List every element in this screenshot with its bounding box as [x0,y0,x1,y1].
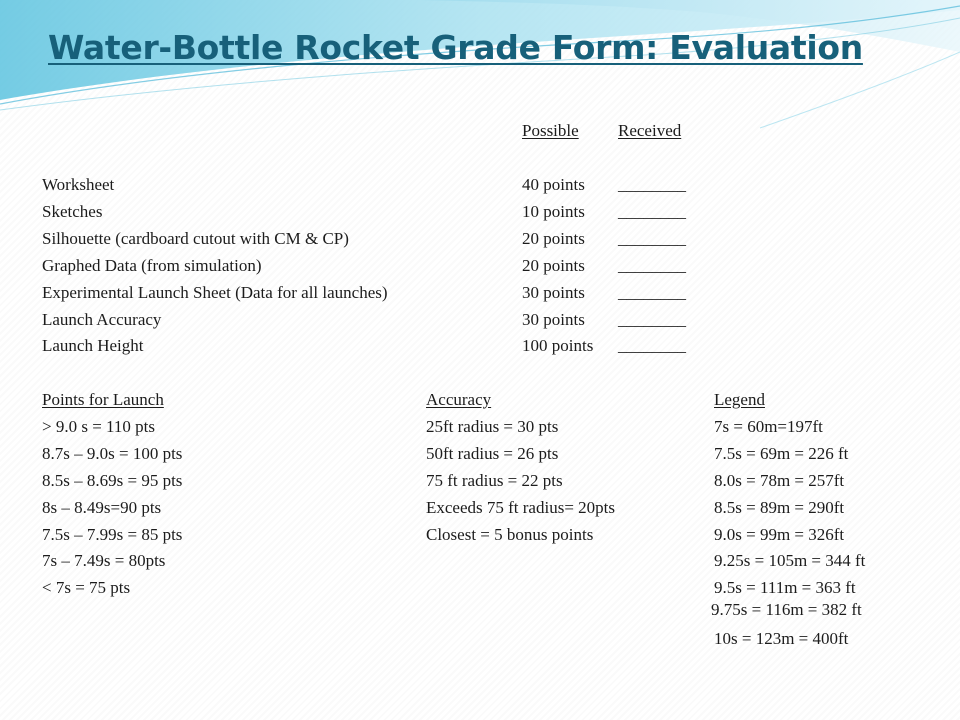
grade-item-label: Experimental Launch Sheet (Data for all launches) [42,283,388,302]
legend-item: 7.5s = 69m = 226 ft [714,444,849,463]
legend-item: 8.5s = 89m = 290ft [714,498,845,517]
accuracy-item: Exceeds 75 ft radius= 20pts [426,498,615,517]
grade-item-possible: 100 points [522,336,594,355]
grade-item-possible: 30 points [522,310,585,329]
grade-item-received: ________ [618,283,686,302]
grade-item-label: Launch Height [42,336,144,355]
launch-points-item: > 9.0 s = 110 pts [42,417,155,436]
grade-item-received: ________ [618,202,686,221]
grade-item-possible: 10 points [522,202,585,221]
launch-points-item: 7s – 7.49s = 80pts [42,551,166,570]
legend-item: 8.0s = 78m = 257ft [714,471,845,490]
accuracy-item: 25ft radius = 30 pts [426,417,559,436]
launch-points-item: 8.7s – 9.0s = 100 pts [42,444,183,463]
accuracy-item: Closest = 5 bonus points [426,525,594,544]
grade-item-label: Sketches [42,202,103,221]
legend-item: 9.75s = 116m = 382 ft [711,600,862,619]
launch-points-item: 7.5s – 7.99s = 85 pts [42,525,183,544]
grade-item-received: ________ [618,336,686,355]
launch-points-item: 8s – 8.49s=90 pts [42,498,162,517]
grade-item-possible: 30 points [522,283,585,302]
launch-points-item: 8.5s – 8.69s = 95 pts [42,471,183,490]
grade-item-label: Silhouette (cardboard cutout with CM & CP) [42,229,349,248]
page-title: Water-Bottle Rocket Grade Form: Evaluation [48,28,863,67]
accuracy-heading: Accuracy [426,390,492,409]
grade-item-possible: 20 points [522,256,585,275]
legend-item: 10s = 123m = 400ft [714,629,849,648]
grade-item-label: Launch Accuracy [42,310,162,329]
header-received: Received [618,121,682,140]
legend-heading: Legend [714,390,765,409]
grade-item-label: Worksheet [42,175,115,194]
legend-item: 9.25s = 105m = 344 ft [714,551,866,570]
accuracy-item: 50ft radius = 26 pts [426,444,559,463]
accuracy-item: 75 ft radius = 22 pts [426,471,563,490]
grade-item-possible: 40 points [522,175,585,194]
grade-item-received: ________ [618,229,686,248]
header-possible: Possible [522,121,579,140]
grade-item-received: ________ [618,175,686,194]
grade-item-received: ________ [618,310,686,329]
legend-item: 9.5s = 111m = 363 ft [714,578,856,597]
legend-item: 9.0s = 99m = 326ft [714,525,845,544]
grade-item-received: ________ [618,256,686,275]
launch-points-item: < 7s = 75 pts [42,578,131,597]
grade-item-possible: 20 points [522,229,585,248]
legend-item: 7s = 60m=197ft [714,417,823,436]
points-for-launch-heading: Points for Launch [42,390,164,409]
grade-item-label: Graphed Data (from simulation) [42,256,262,275]
